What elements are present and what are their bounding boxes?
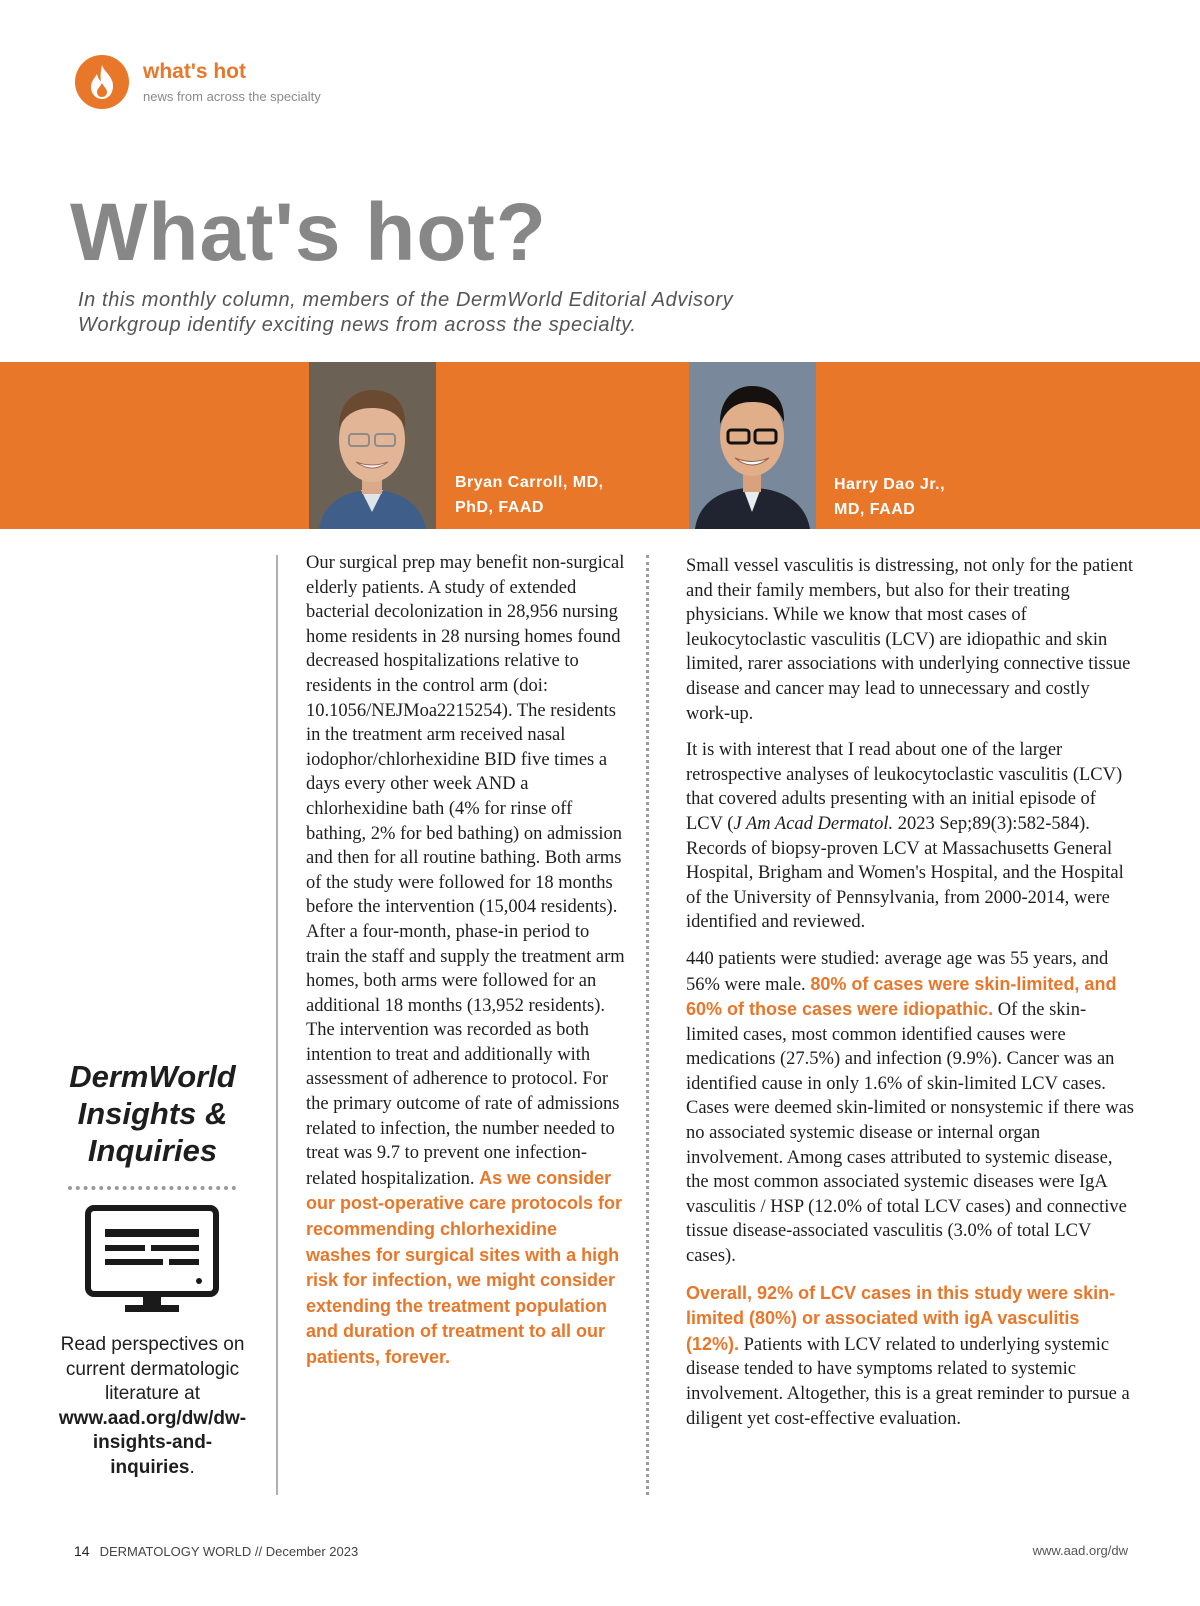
article-column-1 — [306, 551, 626, 1383]
section-kicker: what's hot — [143, 60, 246, 83]
body-text: 440 patients were studied: average age was 55 years, and 56% were male. — [686, 948, 1109, 995]
author-name-2 — [834, 472, 1034, 522]
page-title: What's hot? — [70, 187, 547, 278]
sidebar-title-line: Inquiries — [87, 1133, 218, 1168]
body-text: It is with interest that I read about one of the larger retrospective analyses of leukocytoclastic vasculitis (LCV) that covered adults presenting with an initial episode of LCV ( — [686, 740, 1123, 834]
publication-info: DERMATOLOGY WORLD // December 2023 — [99, 1544, 359, 1559]
highlight-text: 80% of cases were skin-limited, and 60% of those cases were idiopathic. — [686, 973, 1117, 1020]
column-divider-dotted — [646, 555, 649, 1495]
sidebar-dotted-divider — [68, 1186, 236, 1190]
column-2-paragraph-2 — [686, 738, 1136, 935]
sidebar-link[interactable]: www.aad.org/dw/dw-insights-and-inquiries — [58, 1407, 247, 1478]
monitor-icon — [85, 1205, 219, 1320]
body-text: Patients with LCV related to underlying systemic disease tended to have symptoms related to systemic involvement. Altogether, this is a great reminder to pursue a diligent yet cost-effective evaluation. — [686, 1334, 1130, 1429]
author-photo-harry-dao — [689, 362, 816, 529]
sidebar-title-line: DermWorld — [69, 1059, 236, 1094]
column-2-paragraph-1: Small vessel vasculitis is distressing, not only for the patient and their family members, but also for their treating physicians. While we know that most cases of leukocytoclastic vasculitis (LCV) are idiopathic and skin limited, rarer associations with underlying connective tissue disease and cancer may lead to unnecessary and costly work-up. — [686, 556, 1134, 724]
author-name-line: Bryan Carroll, MD, — [455, 474, 604, 491]
footer-url[interactable]: www.aad.org/dw — [1032, 1543, 1128, 1558]
sidebar-text-end: . — [189, 1456, 195, 1478]
sidebar-title-line: Insights & — [77, 1096, 228, 1131]
author-name-1 — [455, 470, 655, 520]
sidebar-description: Read perspectives on current dermatologic literature at — [60, 1334, 245, 1404]
footer-publication — [74, 1543, 358, 1559]
author-credentials-line: MD, FAAD — [834, 501, 916, 518]
column-2-paragraph-4 — [686, 1281, 1136, 1432]
column-1-paragraph — [306, 551, 626, 1371]
author-name-line: Harry Dao Jr., — [834, 476, 946, 493]
column-divider-solid — [276, 555, 278, 1495]
body-text: Of the skin-limited cases, most common identified causes were medications (27.5%) and infection (9.9%). Cancer was an identified cause in only 1.6% of skin-limited LCV cases. Cases were deemed skin-limited or nonsystemic if there was no associated systemic disease or internal organ involvement. Among cases attributed to systemic disease, the most common associated systemic diseases were IgA vasculitis / HSP (12.0% of total LCV cases) and connective tissue disease-associated vasculitis (3.0% of total LCV cases). — [686, 1000, 1134, 1267]
article-column-2 — [686, 554, 1136, 1443]
intro-text: In this monthly column, members of the DermWorld Editorial Advisory Workgroup identify exciting news from across the specialty. — [78, 289, 734, 336]
author-photo-bryan-carroll — [309, 362, 436, 529]
sidebar-title — [55, 1058, 250, 1169]
body-text: 2023 Sep;89(3):582-584). Records of biopsy-proven LCV at Massachusetts General Hospital, Brigham and Women's Hospital, and the Hospital of the University of Pennsylvania, from 2000-2014, were identified and reviewed. — [686, 813, 1124, 933]
highlight-text: Overall, 92% of LCV cases in this study were skin-limited (80%) or associated with igA vasculitis (12%). — [686, 1282, 1116, 1354]
page-number: 14 — [74, 1543, 90, 1559]
highlight-text: As we consider our post-operative care protocols for recommending chlorhexidine washes for surgical sites with a high risk for infection, we might consider extending the treatment population and duration of treatment to all our patients, forever. — [306, 1167, 623, 1367]
flame-icon — [86, 63, 118, 101]
author-credentials-line: PhD, FAAD — [455, 499, 544, 516]
sidebar-text — [55, 1333, 250, 1480]
journal-citation: J Am Acad Dermatol. — [733, 813, 894, 834]
column-2-paragraph-3 — [686, 947, 1136, 1269]
flame-logo — [75, 55, 129, 109]
body-text: Our surgical prep may benefit non-surgical elderly patients. A study of extended bacterial decolonization in 28,956 nursing home residents in 28 nursing homes found decreased hospitalizations relative to residents in the control arm (doi: 10.1056/NEJMoa2215254). The residents in the treatment arm received nasal iodophor/chlorhexidine BID five times a days every other week AND a chlorhexidine bath (4% for rinse off bathing, 2% for bed bathing) on admission and then for all routine bathing. Both arms of the study were followed for 18 months before the intervention (15,004 residents). After a four-month, phase-in period to train the staff and supply the treatment arm homes, both arms were followed for an additional 18 months (13,952 residents). The intervention was recorded as both intention to treat and additionally with assessment of adherence to protocol. For the primary outcome of rate of admissions related to infection, the number needed to treat was 9.7 to prevent one infection-related hospitalization. — [306, 553, 625, 1189]
section-kicker-subtitle: news from across the specialty — [143, 89, 321, 104]
